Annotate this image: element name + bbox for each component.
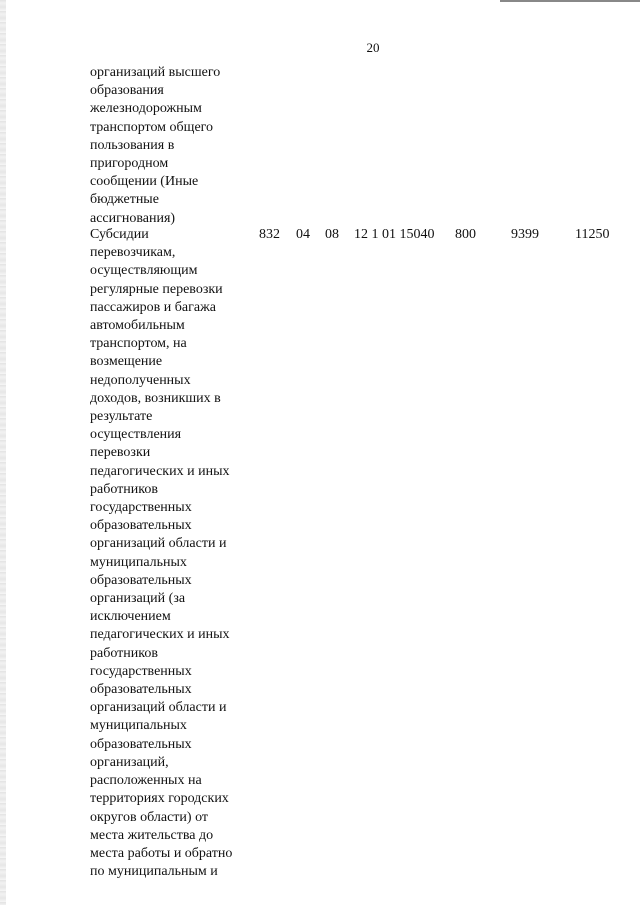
text-line: пассажиров и багажа (90, 299, 216, 315)
target-article-code: 12 1 01 15040 (354, 227, 435, 242)
text-line: исключением (90, 609, 171, 625)
text-line: сообщении (Иные (90, 174, 199, 190)
page-number: 20 (366, 40, 380, 55)
text-line: бюджетные (90, 192, 159, 208)
text-line: организаций высшего (90, 65, 221, 80)
text-line: места жительства до (90, 827, 214, 843)
text-line: перевозки (90, 445, 151, 461)
text-line: муниципальных (90, 554, 187, 570)
amount-second: 11250 (575, 227, 610, 242)
text-line: осуществления (90, 427, 182, 443)
text-line: автомобильным (90, 318, 185, 334)
text-line: работников (90, 481, 158, 497)
text-line: образования (90, 83, 164, 99)
text-line: организаций, (90, 754, 169, 770)
section-code: 04 (296, 227, 310, 242)
scan-edge-top (500, 0, 640, 2)
text-line: по муниципальным и (90, 864, 218, 880)
text-line: организаций области и (90, 700, 227, 716)
previous-row-name (90, 64, 255, 228)
text-line: ассигнования) (90, 210, 176, 226)
text-line: организаций области и (90, 536, 227, 552)
text-line: осуществляющим (90, 263, 198, 279)
expense-type-code: 800 (455, 227, 476, 242)
text-line: перевозчикам, (90, 245, 176, 261)
text-line: пригородном (90, 156, 169, 172)
scan-edge-left (0, 0, 6, 905)
text-line: результате (90, 409, 153, 425)
text-line: пользования в (90, 137, 175, 153)
subsection-code: 08 (325, 227, 339, 242)
text-line: возмещение (90, 354, 163, 370)
text-line: доходов, возникших в (90, 390, 221, 406)
text-line: железнодорожным (90, 101, 202, 117)
text-line: транспортом общего (90, 119, 214, 135)
text-line: образовательных (90, 572, 192, 588)
text-line: территориях городских (90, 791, 229, 807)
row-name (90, 226, 255, 881)
text-line: работников (90, 645, 158, 661)
text-line: образовательных (90, 682, 192, 698)
text-line: образовательных (90, 518, 192, 534)
text-line: образовательных (90, 736, 192, 752)
text-line: муниципальных (90, 718, 187, 734)
text-line: педагогических и иных (90, 463, 230, 479)
text-line: государственных (90, 663, 192, 679)
amount-first: 9399 (511, 227, 539, 242)
text-line: расположенных на (90, 773, 202, 789)
text-line: транспортом, на (90, 336, 187, 352)
text-line: округов области) от (90, 809, 209, 825)
text-line: организаций (за (90, 591, 186, 607)
ved-code: 832 (259, 227, 280, 242)
text-line: государственных (90, 500, 192, 516)
text-line: педагогических и иных (90, 627, 230, 643)
text-line: места работы и обратно (90, 845, 233, 861)
text-line: Субсидии (90, 227, 149, 242)
text-line: регулярные перевозки (90, 281, 223, 297)
text-line: недополученных (90, 372, 191, 388)
